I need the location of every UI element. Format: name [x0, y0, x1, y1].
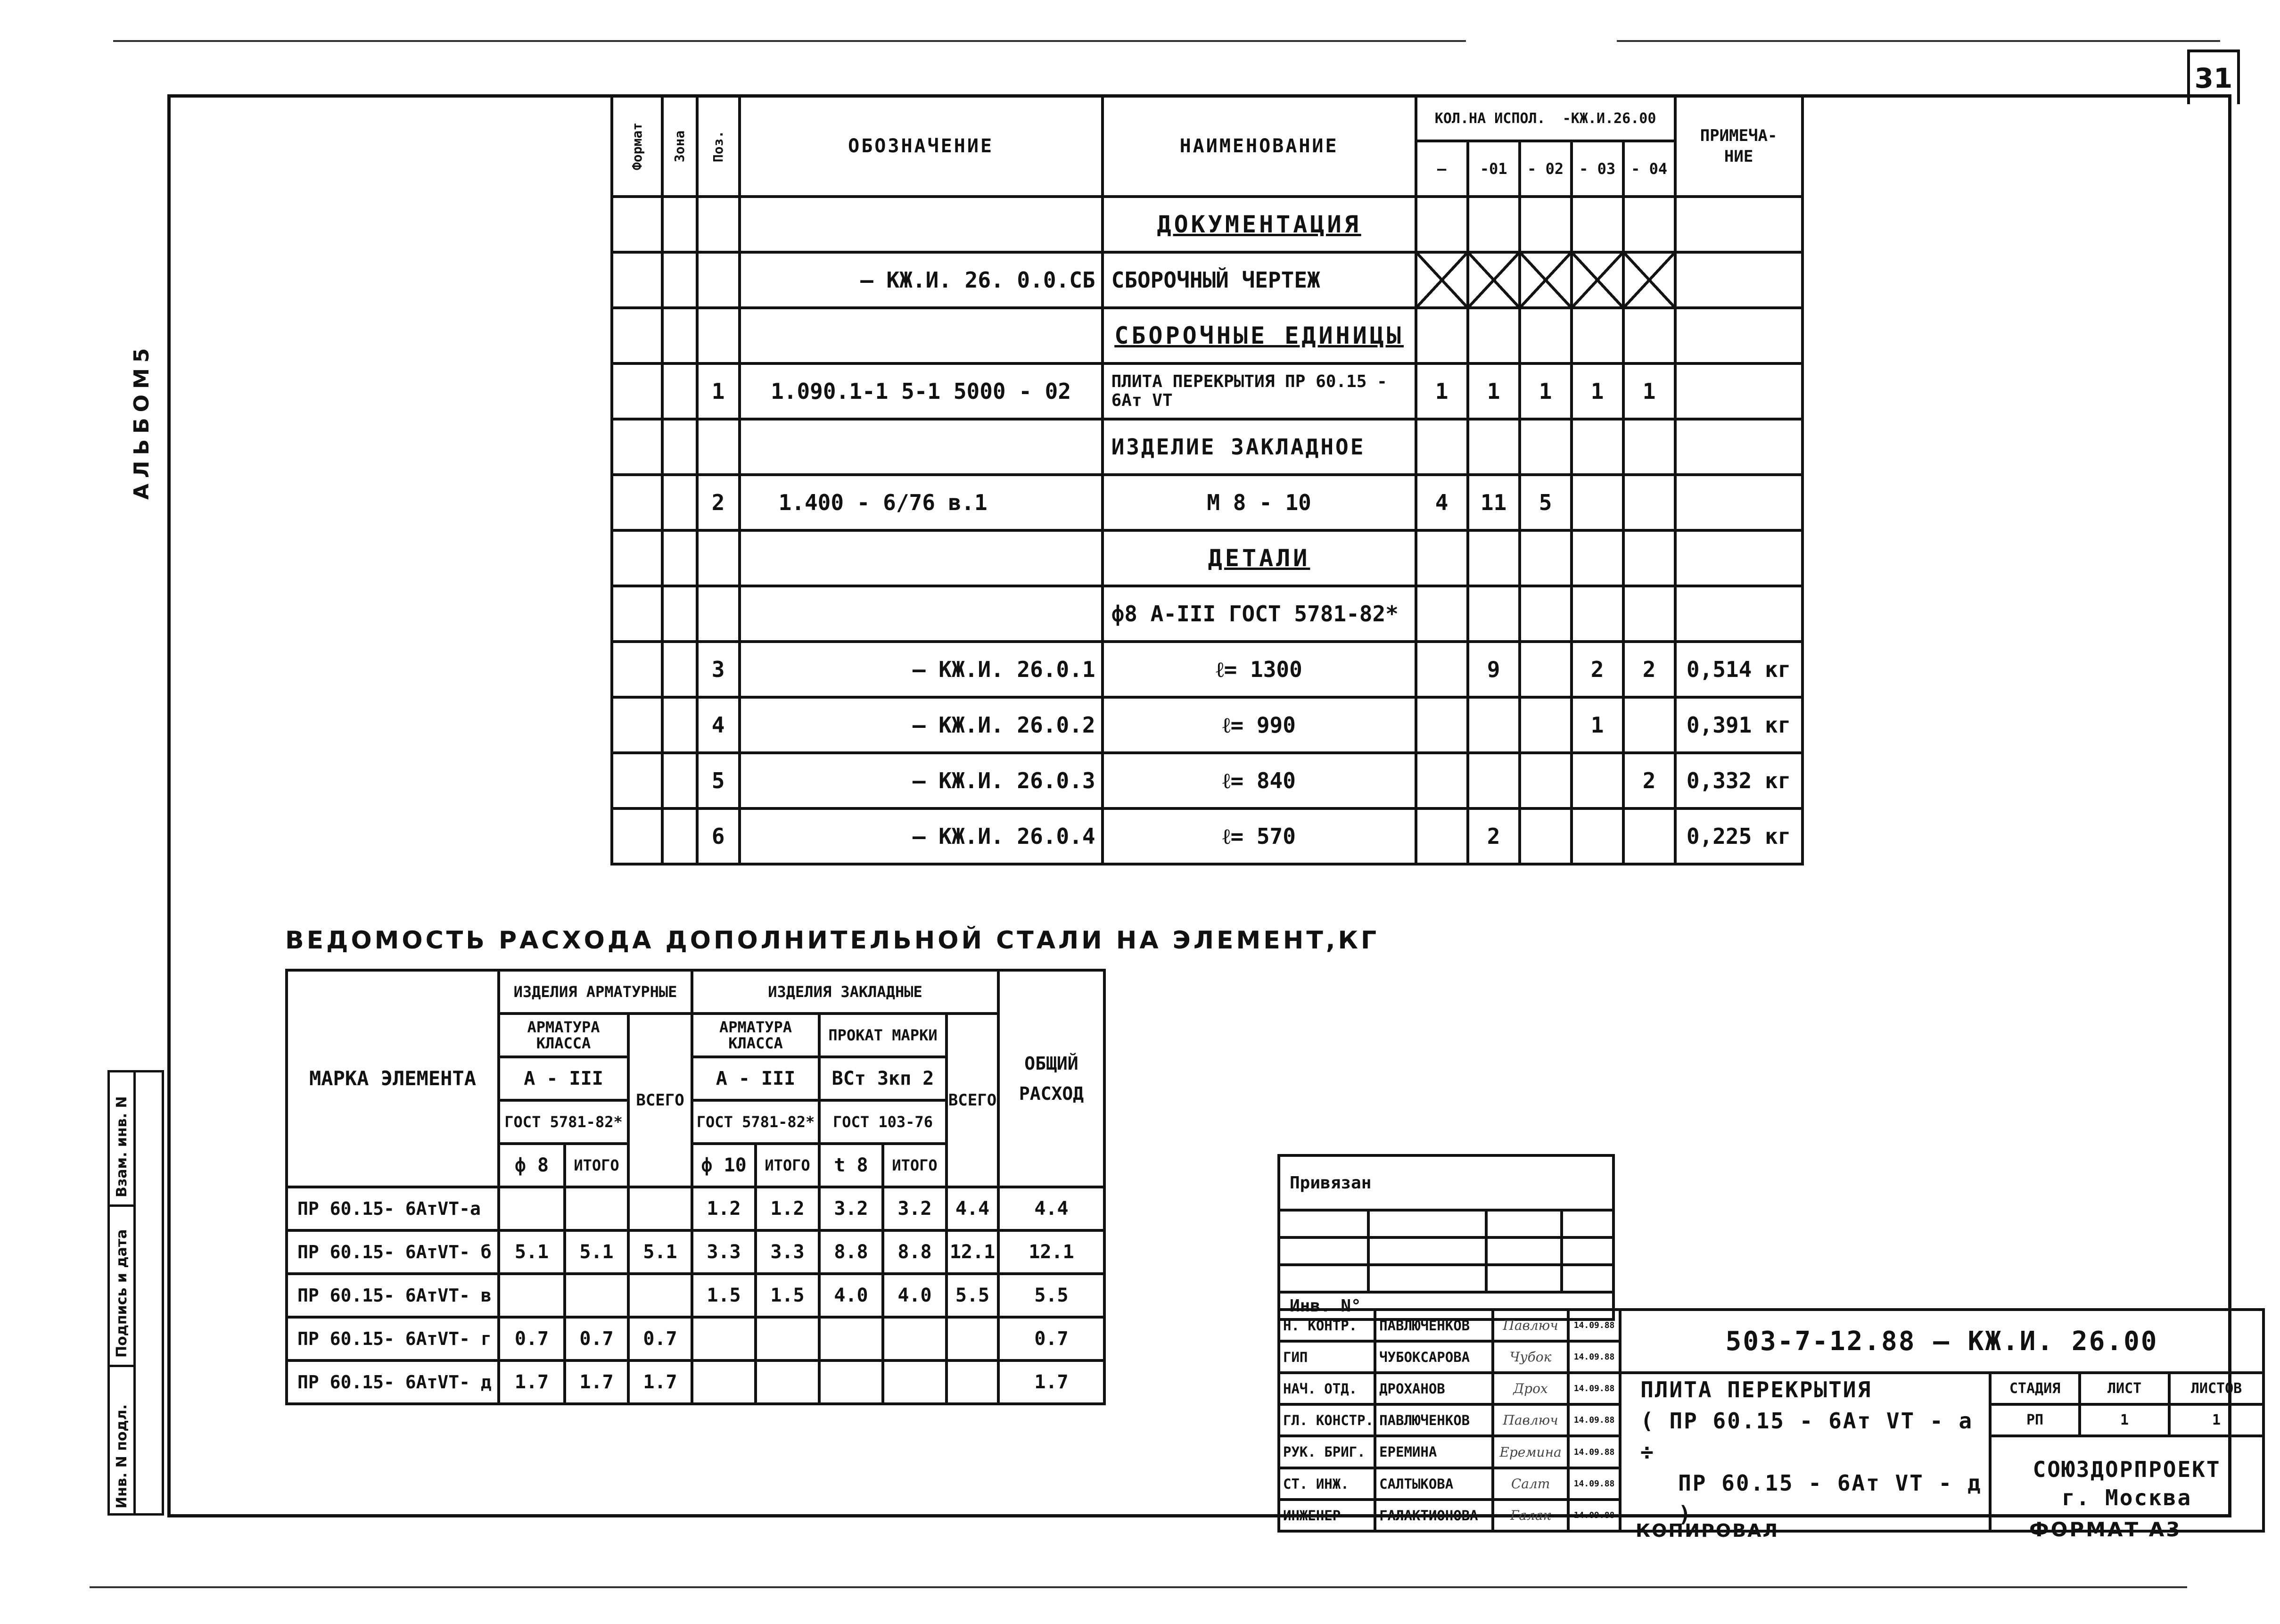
steel-spec: ф8 А-III ГОСТ 5781-82* — [1103, 586, 1416, 642]
spec-qty: 2 — [1623, 642, 1675, 697]
spec-note: 0,332 кг — [1675, 753, 1803, 808]
title-block — [1277, 1308, 2265, 1533]
spec-row — [612, 642, 1803, 697]
steel-value: 4.0 — [819, 1274, 883, 1317]
crossed-cell — [1623, 252, 1675, 308]
assembly-drawing-designation: — КЖ.И. 26. 0.0.СБ — [740, 252, 1103, 308]
header-gost5781: ГОСТ 5781-82* — [692, 1100, 819, 1144]
spec-qty: 5 — [1520, 475, 1572, 530]
spec-pos: 3 — [697, 642, 740, 697]
header-qty-col: - 03 — [1572, 141, 1623, 197]
steel-value — [947, 1317, 998, 1360]
header-rebar-class: АРМАТУРА КЛАССА — [499, 1014, 628, 1057]
stamp-date: 14.09.88 — [1568, 1373, 1620, 1404]
spec-qty: 1 — [1520, 363, 1572, 419]
stage-value: РП — [1990, 1404, 2080, 1436]
spec-qty — [1572, 753, 1623, 808]
spec-pos: 4 — [697, 697, 740, 753]
strip-divider — [110, 1365, 136, 1367]
spec-qty — [1572, 475, 1623, 530]
stamp-signature: Салт — [1493, 1468, 1568, 1500]
spec-row — [612, 753, 1803, 808]
header-gost103: ГОСТ 103-76 — [819, 1100, 947, 1144]
spec-pos: 5 — [697, 753, 740, 808]
header-reinf-items: ИЗДЕЛИЯ АРМАТУРНЫЕ — [499, 970, 692, 1014]
steel-value — [499, 1274, 565, 1317]
stamp-role: СТ. ИНЖ. — [1279, 1468, 1375, 1500]
drawing-title-line1: ПЛИТА ПЕРЕКРЫТИЯ — [1640, 1377, 1872, 1402]
document-code: 503-7-12.88 — КЖ.И. 26.00 — [1620, 1310, 2264, 1373]
steel-value: 8.8 — [883, 1230, 947, 1274]
stamp-person-name: ЕРЕМИНА — [1375, 1436, 1493, 1468]
section-details: ДЕТАЛИ — [1103, 530, 1416, 586]
header-rebar-class: АРМАТУРА КЛАССА — [692, 1014, 819, 1057]
strip-divider — [110, 1204, 136, 1207]
spec-pos: 2 — [697, 475, 740, 530]
header-pos: Поз. — [697, 96, 740, 197]
steel-value: 3.3 — [692, 1230, 756, 1274]
stamp-signature: Еремина — [1493, 1436, 1568, 1468]
steel-value — [883, 1360, 947, 1404]
section-documentation: ДОКУМЕНТАЦИЯ — [1103, 197, 1416, 252]
crossed-cell — [1572, 252, 1623, 308]
spec-qty — [1468, 753, 1520, 808]
header-overall: ОБЩИЙ РАСХОД — [998, 970, 1104, 1187]
binding-strip — [107, 1070, 164, 1516]
header-itogo: ИТОГО — [883, 1144, 947, 1187]
steel-value: 0.7 — [628, 1317, 692, 1360]
spec-qty — [1416, 697, 1468, 753]
steel-value: 5.5 — [998, 1274, 1104, 1317]
header-qty-col: - 02 — [1520, 141, 1572, 197]
spec-qty — [1623, 808, 1675, 864]
privyazan-label: Привязан — [1279, 1155, 1613, 1210]
format-label: ФОРМАТ А3 — [2029, 1518, 2182, 1541]
organization — [1990, 1436, 2264, 1531]
steel-value: 1.7 — [499, 1360, 565, 1404]
steel-row — [287, 1317, 1104, 1360]
steel-value: 0.7 — [499, 1317, 565, 1360]
steel-row — [287, 1230, 1104, 1274]
steel-value — [819, 1360, 883, 1404]
spec-note: 0,514 кг — [1675, 642, 1803, 697]
steel-value: 5.5 — [947, 1274, 998, 1317]
steel-value — [947, 1360, 998, 1404]
steel-table-title: ВЕДОМОСТЬ РАСХОДА ДОПОЛНИТЕЛЬНОЙ СТАЛИ НА ЭЛЕМЕНТ,КГ — [285, 926, 1380, 955]
crossed-cell — [1468, 252, 1520, 308]
stamp-role: РУК. БРИГ. — [1279, 1436, 1375, 1468]
stamp-date: 14.09.88 — [1568, 1500, 1620, 1531]
header-itogo: ИТОГО — [565, 1144, 628, 1187]
header-qty-col: - 04 — [1623, 141, 1675, 197]
top-edge-line-right — [1617, 40, 2220, 42]
spec-row — [612, 475, 1803, 530]
sheet-number: 31 — [2187, 49, 2240, 104]
steel-value — [819, 1317, 883, 1360]
spec-qty — [1416, 808, 1468, 864]
section-assembly-units: СБОРОЧНЫЕ ЕДИНИЦЫ — [1103, 308, 1416, 363]
drawing-title-line2: ( ПР 60.15 - 6Ат VТ - а ÷ — [1640, 1408, 1974, 1465]
steel-mark: ПР 60.15- 6АтVТ- д — [287, 1360, 499, 1404]
assembly-drawing-name: СБОРОЧНЫЙ ЧЕРТЕЖ — [1103, 252, 1416, 308]
header-a3: А - III — [499, 1057, 628, 1100]
header-t8: t 8 — [819, 1144, 883, 1187]
steel-value: 1.5 — [692, 1274, 756, 1317]
stamp-date: 14.09.88 — [1568, 1404, 1620, 1436]
steel-value: 4.0 — [883, 1274, 947, 1317]
stamp-date: 14.09.88 — [1568, 1341, 1620, 1373]
stamp-date: 14.09.88 — [1568, 1468, 1620, 1500]
header-total: ВСЕГО — [947, 1014, 998, 1187]
steel-consumption-table — [285, 969, 1106, 1405]
spec-designation: — КЖ.И. 26.0.4 — [740, 808, 1103, 864]
header-mark: МАРКА ЭЛЕМЕНТА — [287, 970, 499, 1187]
stamp-person-name: ГАЛАКТИОНОВА — [1375, 1500, 1493, 1531]
spec-qty — [1520, 642, 1572, 697]
stamp-person-name: ПАВЛЮЧЕНКОВ — [1375, 1404, 1493, 1436]
spec-name: ℓ= 990 — [1103, 697, 1416, 753]
steel-value: 5.1 — [499, 1230, 565, 1274]
steel-value: 0.7 — [998, 1317, 1104, 1360]
spec-qty: 2 — [1572, 642, 1623, 697]
steel-row — [287, 1360, 1104, 1404]
header-designation: ОБОЗНАЧЕНИЕ — [740, 96, 1103, 197]
sheet-label: ЛИСТ — [2080, 1373, 2169, 1404]
specification-table — [610, 94, 1804, 866]
spec-qty — [1520, 808, 1572, 864]
spec-note: 0,225 кг — [1675, 808, 1803, 864]
strip-label-vzam-inv: Взам. инв. N — [114, 1096, 130, 1197]
spec-name: М 8 - 10 — [1103, 475, 1416, 530]
stamp-role: ГЛ. КОНСТР. — [1279, 1404, 1375, 1436]
spec-qty: 2 — [1623, 753, 1675, 808]
spec-qty — [1572, 808, 1623, 864]
spec-qty: 9 — [1468, 642, 1520, 697]
spec-row — [612, 363, 1803, 419]
header-d10: ф 10 — [692, 1144, 756, 1187]
steel-value: 5.1 — [565, 1230, 628, 1274]
steel-row — [287, 1187, 1104, 1230]
spec-qty — [1623, 475, 1675, 530]
steel-value: 4.4 — [947, 1187, 998, 1230]
steel-value — [628, 1187, 692, 1230]
header-a3: А - III — [692, 1057, 819, 1100]
spec-designation: — КЖ.И. 26.0.1 — [740, 642, 1103, 697]
header-zone: Зона — [662, 96, 697, 197]
stamp-signature: Дрох — [1493, 1373, 1568, 1404]
steel-value: 3.2 — [819, 1187, 883, 1230]
steel-value: 0.7 — [565, 1317, 628, 1360]
steel-value: 12.1 — [998, 1230, 1104, 1274]
spec-designation: — КЖ.И. 26.0.2 — [740, 697, 1103, 753]
organization-name: СОЮЗДОРПРОЕКТ — [2033, 1457, 2221, 1482]
steel-value: 1.2 — [692, 1187, 756, 1230]
spec-qty: 1 — [1572, 697, 1623, 753]
top-edge-line-left — [113, 40, 1466, 42]
steel-value: 5.1 — [628, 1230, 692, 1274]
sheets-label: ЛИСТОВ — [2169, 1373, 2264, 1404]
stamp-role: НАЧ. ОТД. — [1279, 1373, 1375, 1404]
steel-row — [287, 1274, 1104, 1317]
steel-value: 1.7 — [998, 1360, 1104, 1404]
stamp-signature: Павлюч — [1493, 1404, 1568, 1436]
album-label: АЛЬБОМ5 — [130, 342, 154, 500]
organization-city: г. Москва — [2061, 1485, 2192, 1510]
steel-mark: ПР 60.15- 6АтVТ- г — [287, 1317, 499, 1360]
copied-by-label: КОПИРОВАЛ — [1636, 1520, 1779, 1541]
strip-label-inv-podl: Инв. N подл. — [114, 1404, 130, 1509]
sheets-value: 1 — [2169, 1404, 2264, 1436]
steel-value — [883, 1317, 947, 1360]
header-note: ПРИМЕЧА-НИЕ — [1675, 96, 1803, 197]
crossed-cell — [1416, 252, 1468, 308]
spec-qty: 2 — [1468, 808, 1520, 864]
spec-name: ℓ= 1300 — [1103, 642, 1416, 697]
stamp-person-name: САЛТЫКОВА — [1375, 1468, 1493, 1500]
spec-qty — [1520, 697, 1572, 753]
bottom-edge-line — [90, 1586, 2187, 1588]
spec-row — [612, 808, 1803, 864]
steel-value — [756, 1360, 819, 1404]
spec-note: 0,391 кг — [1675, 697, 1803, 753]
header-itogo: ИТОГО — [756, 1144, 819, 1187]
spec-row — [612, 697, 1803, 753]
header-embedded-items: ИЗДЕЛИЯ ЗАКЛАДНЫЕ — [692, 970, 998, 1014]
header-gost5781: ГОСТ 5781-82* — [499, 1100, 628, 1144]
stage-label: СТАДИЯ — [1990, 1373, 2080, 1404]
steel-mark: ПР 60.15- 6АтVТ-а — [287, 1187, 499, 1230]
spec-designation: — КЖ.И. 26.0.3 — [740, 753, 1103, 808]
steel-value — [499, 1187, 565, 1230]
steel-value: 1.7 — [565, 1360, 628, 1404]
stamp-date: 14.09.88 — [1568, 1310, 1620, 1341]
section-embedded: ИЗДЕЛИЕ ЗАКЛАДНОЕ — [1103, 419, 1416, 475]
steel-value: 1.5 — [756, 1274, 819, 1317]
spec-designation: 1.400 - 6/76 в.1 — [740, 475, 1103, 530]
steel-value: 1.2 — [756, 1187, 819, 1230]
steel-value: 12.1 — [947, 1230, 998, 1274]
spec-qty: 1 — [1572, 363, 1623, 419]
stamp-role: ГИП — [1279, 1341, 1375, 1373]
steel-value — [756, 1317, 819, 1360]
steel-mark: ПР 60.15- 6АтVТ- б — [287, 1230, 499, 1274]
stamp-person-name: ДРОХАНОВ — [1375, 1373, 1493, 1404]
spec-name: ℓ= 840 — [1103, 753, 1416, 808]
steel-value — [692, 1360, 756, 1404]
stamp-person-name: ПАВЛЮЧЕНКОВ — [1375, 1310, 1493, 1341]
spec-qty — [1520, 753, 1572, 808]
steel-value — [565, 1274, 628, 1317]
drawing-title — [1620, 1373, 1990, 1531]
drawing-title-line3: ПР 60.15 - 6Ат VТ - д ) — [1678, 1470, 1982, 1527]
stamp-signature: Павлюч — [1493, 1310, 1568, 1341]
steel-value — [565, 1187, 628, 1230]
header-name: НАИМЕНОВАНИЕ — [1103, 96, 1416, 197]
header-qty: КОЛ.НА ИСПОЛ. -КЖ.И.26.00 — [1416, 96, 1675, 141]
stamp-signature: Галак — [1493, 1500, 1568, 1531]
steel-value: 8.8 — [819, 1230, 883, 1274]
stamp-signature: Чубок — [1493, 1341, 1568, 1373]
inv-no-label: Инв. N° — [1279, 1292, 1613, 1319]
spec-note — [1675, 475, 1803, 530]
spec-pos: 1 — [697, 363, 740, 419]
crossed-cell — [1520, 252, 1572, 308]
spec-note — [1675, 363, 1803, 419]
steel-value — [628, 1274, 692, 1317]
spec-qty — [1623, 697, 1675, 753]
spec-qty — [1416, 642, 1468, 697]
steel-value: 1.7 — [628, 1360, 692, 1404]
stamp-date: 14.09.88 — [1568, 1436, 1620, 1468]
steel-value: 3.3 — [756, 1230, 819, 1274]
strip-label-signature-date: Подпись и дата — [114, 1229, 130, 1358]
spec-qty: 4 — [1416, 475, 1468, 530]
header-qty-col: — — [1416, 141, 1468, 197]
stamp-person-name: ЧУБОКСАРОВА — [1375, 1341, 1493, 1373]
stamp-role: ИНЖЕНЕР — [1279, 1500, 1375, 1531]
header-vst: ВСт 3кп 2 — [819, 1057, 947, 1100]
stamp-role: Н. КОНТР. — [1279, 1310, 1375, 1341]
header-rolled-grade: ПРОКАТ МАРКИ — [819, 1014, 947, 1057]
steel-value: 4.4 — [998, 1187, 1104, 1230]
sheet-value: 1 — [2080, 1404, 2169, 1436]
steel-value: 3.2 — [883, 1187, 947, 1230]
spec-qty — [1416, 753, 1468, 808]
steel-value — [692, 1317, 756, 1360]
binding-block — [1277, 1154, 1615, 1321]
spec-qty — [1468, 697, 1520, 753]
spec-qty: 1 — [1416, 363, 1468, 419]
header-total: ВСЕГО — [628, 1014, 692, 1187]
header-format: Формат — [612, 96, 662, 197]
header-qty-col: -01 — [1468, 141, 1520, 197]
steel-mark: ПР 60.15- 6АтVТ- в — [287, 1274, 499, 1317]
spec-name: ПЛИТА ПЕРЕКРЫТИЯ ПР 60.15 - 6Ат VТ — [1103, 363, 1416, 419]
spec-qty: 1 — [1468, 363, 1520, 419]
spec-designation: 1.090.1-1 5-1 5000 - 02 — [740, 363, 1103, 419]
header-d8: ф 8 — [499, 1144, 565, 1187]
spec-name: ℓ= 570 — [1103, 808, 1416, 864]
spec-pos: 6 — [697, 808, 740, 864]
spec-qty: 11 — [1468, 475, 1520, 530]
spec-qty: 1 — [1623, 363, 1675, 419]
